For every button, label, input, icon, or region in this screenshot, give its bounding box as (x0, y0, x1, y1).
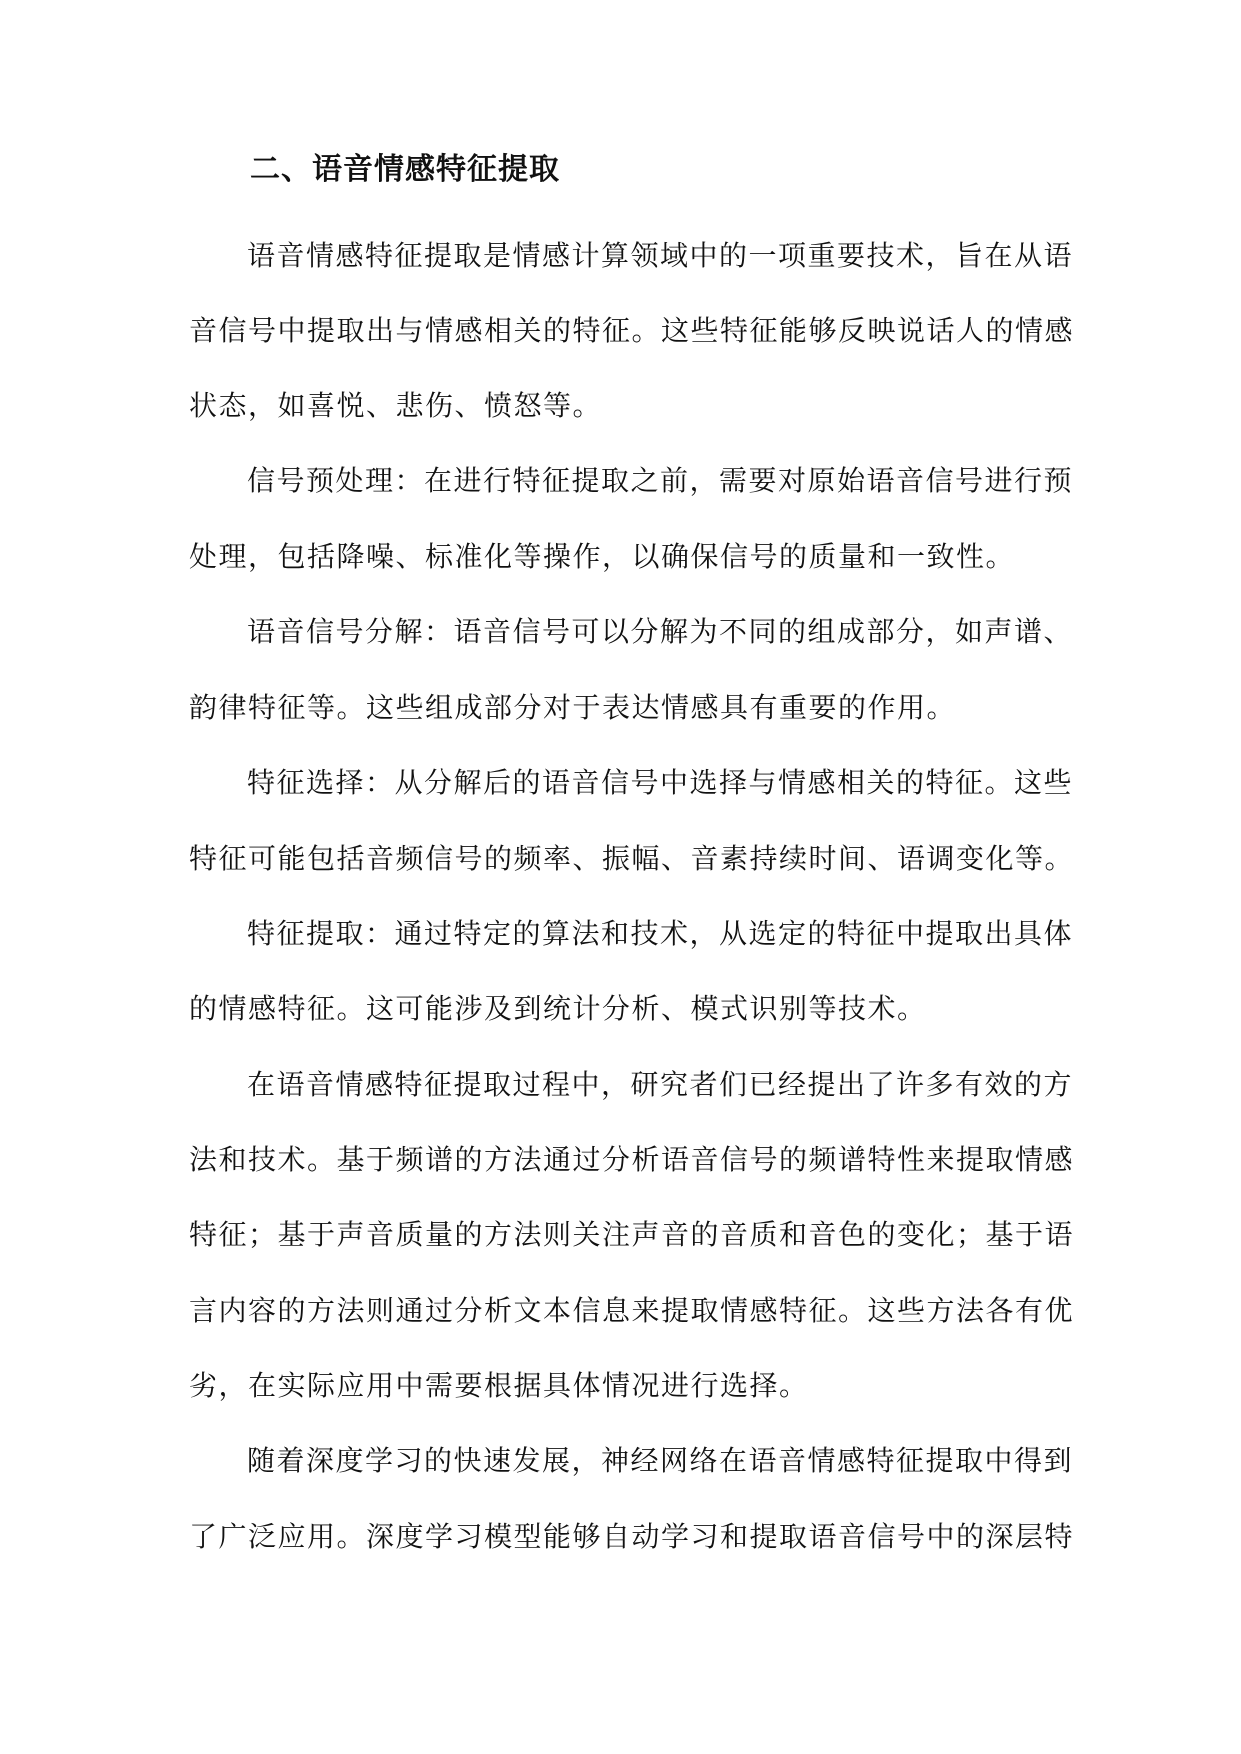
paragraph-line: 音信号中提取出与情感相关的特征。这些特征能够反映说话人的情感 (189, 314, 1075, 347)
paragraph-line: 法和技术。基于频谱的方法通过分析语音信号的频谱特性来提取情感 (189, 1143, 1075, 1176)
paragraph-line: 在语音情感特征提取过程中，研究者们已经提出了许多有效的方 (247, 1068, 1074, 1101)
paragraph-line: 特征；基于声音质量的方法则关注声音的音质和音色的变化；基于语 (189, 1218, 1075, 1251)
paragraph-line: 随着深度学习的快速发展，神经网络在语音情感特征提取中得到 (247, 1444, 1074, 1477)
paragraph-line: 言内容的方法则通过分析文本信息来提取情感特征。这些方法各有优 (189, 1294, 1075, 1327)
paragraph-line: 语音情感特征提取是情感计算领域中的一项重要技术，旨在从语 (247, 239, 1074, 272)
paragraph-line: 韵律特征等。这些组成部分对于表达情感具有重要的作用。 (189, 691, 957, 724)
paragraph-line: 状态，如喜悦、悲伤、愤怒等。 (189, 389, 603, 422)
paragraph-line: 处理，包括降噪、标准化等操作，以确保信号的质量和一致性。 (189, 540, 1016, 573)
paragraph-line: 劣，在实际应用中需要根据具体情况进行选择。 (189, 1369, 809, 1402)
section-heading: 二、语音情感特征提取 (250, 152, 560, 187)
paragraph-line: 信号预处理：在进行特征提取之前，需要对原始语音信号进行预 (247, 464, 1074, 497)
paragraph-line: 语音信号分解：语音信号可以分解为不同的组成部分，如声谱、 (247, 615, 1074, 648)
paragraph-line: 的情感特征。这可能涉及到统计分析、模式识别等技术。 (189, 992, 927, 1025)
paragraph-line: 了广泛应用。深度学习模型能够自动学习和提取语音信号中的深层特 (189, 1520, 1075, 1553)
paragraph-line: 特征可能包括音频信号的频率、振幅、音素持续时间、语调变化等。 (189, 842, 1075, 875)
paragraph-line: 特征提取：通过特定的算法和技术，从选定的特征中提取出具体 (247, 917, 1074, 950)
paragraph-line: 特征选择：从分解后的语音信号中选择与情感相关的特征。这些 (247, 766, 1074, 799)
